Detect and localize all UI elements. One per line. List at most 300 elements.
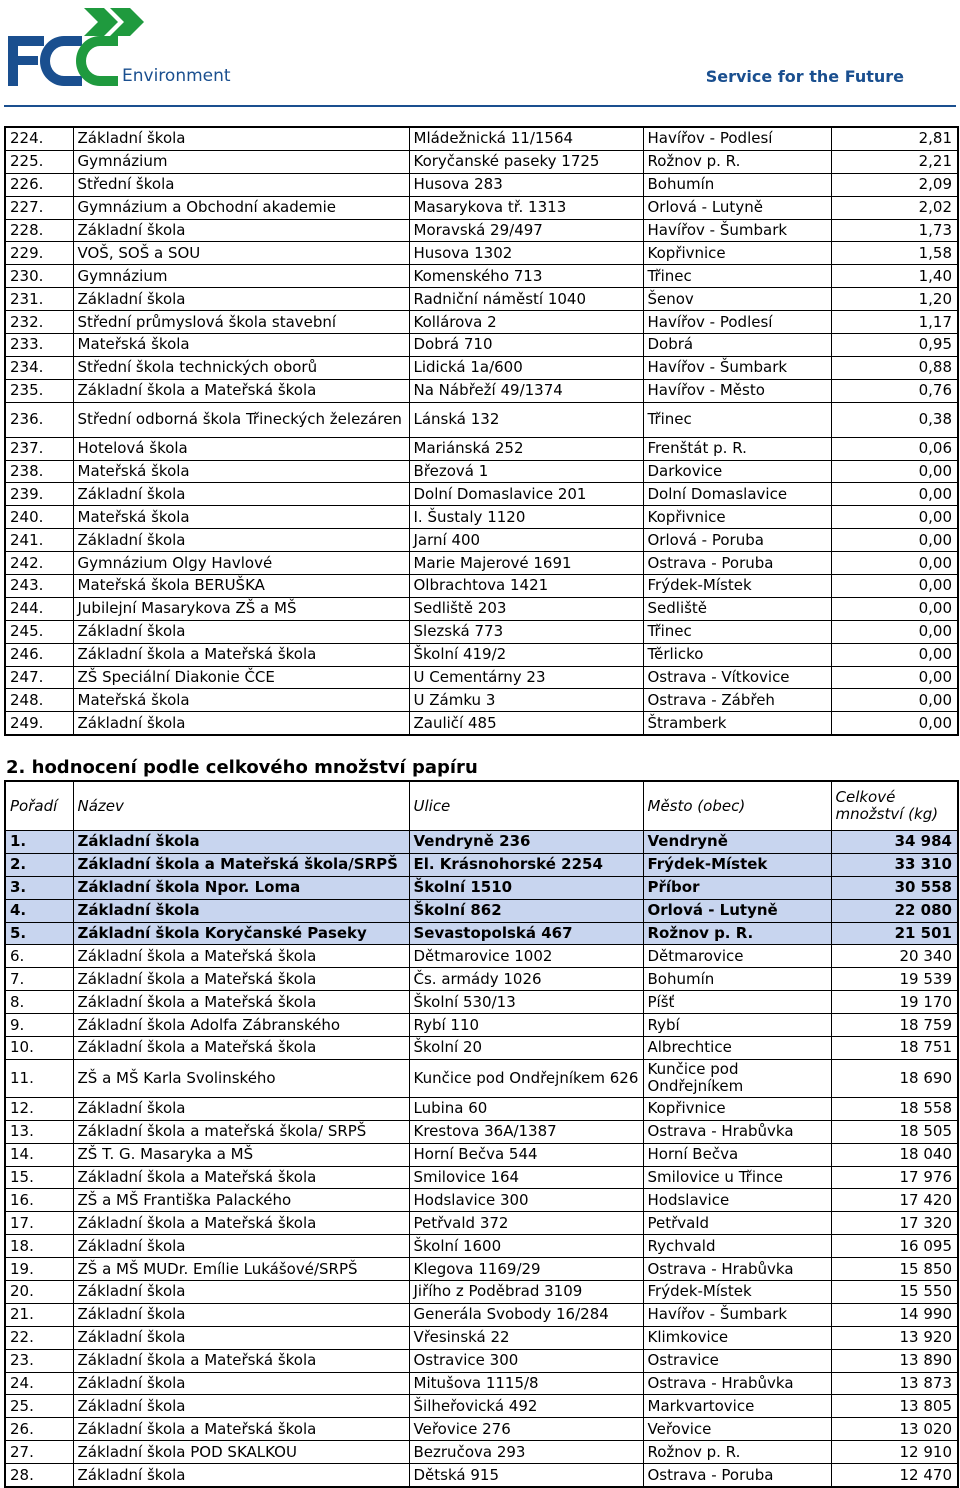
rank-cell: 244. — [5, 597, 73, 620]
table-row — [5, 831, 958, 854]
city-cell: Třinec — [643, 265, 831, 288]
street-cell: Dětská 915 — [409, 1464, 643, 1487]
street-cell: Marie Majerové 1691 — [409, 552, 643, 575]
name-cell: Základní škola — [73, 219, 409, 242]
name-cell: Základní škola a mateřská škola/ SRPŠ — [73, 1120, 409, 1143]
table-row — [5, 311, 958, 334]
city-cell: Ostrava - Hrabůvka — [643, 1258, 831, 1281]
city-cell: Albrechtice — [643, 1037, 831, 1060]
name-cell: Základní škola a Mateřská škola — [73, 1212, 409, 1235]
rank-cell: 4. — [5, 899, 73, 922]
header-city: Město (obec) — [643, 781, 831, 831]
city-cell: Frýdek-Místek — [643, 575, 831, 598]
street-cell: Hodslavice 300 — [409, 1189, 643, 1212]
city-cell: Kopřivnice — [643, 242, 831, 265]
amount-cell: 1,17 — [831, 311, 958, 334]
table-row — [5, 1326, 958, 1349]
table-row — [5, 689, 958, 712]
name-cell: Základní škola a Mateřská škola/SRPŠ — [73, 853, 409, 876]
rank-cell: 17. — [5, 1212, 73, 1235]
amount-cell: 0,00 — [831, 666, 958, 689]
rank-cell: 240. — [5, 506, 73, 529]
table-row — [5, 150, 958, 173]
table-row — [5, 1441, 958, 1464]
ranking-table-continued — [4, 126, 959, 736]
rank-cell: 243. — [5, 575, 73, 598]
name-cell: Základní škola — [73, 620, 409, 643]
table-row — [5, 173, 958, 196]
table-row — [5, 402, 958, 437]
street-cell: Vřesinská 22 — [409, 1326, 643, 1349]
table-row — [5, 1372, 958, 1395]
street-cell: U Cementárny 23 — [409, 666, 643, 689]
rank-cell: 19. — [5, 1258, 73, 1281]
city-cell: Kopřivnice — [643, 1097, 831, 1120]
table-row — [5, 379, 958, 402]
name-cell: Gymnázium — [73, 265, 409, 288]
city-cell: Příbor — [643, 876, 831, 899]
street-cell: Šilheřovická 492 — [409, 1395, 643, 1418]
street-cell: Školní 1510 — [409, 876, 643, 899]
city-cell: Kopřivnice — [643, 506, 831, 529]
amount-cell: 16 095 — [831, 1235, 958, 1258]
name-cell: Mateřská škola BERUŠKA — [73, 575, 409, 598]
amount-cell: 2,81 — [831, 127, 958, 150]
city-cell: Veřovice — [643, 1418, 831, 1441]
rank-cell: 238. — [5, 460, 73, 483]
table-row — [5, 922, 958, 945]
rank-cell: 249. — [5, 712, 73, 735]
table-row — [5, 1037, 958, 1060]
rank-cell: 16. — [5, 1189, 73, 1212]
street-cell: Mariánská 252 — [409, 437, 643, 460]
amount-cell: 0,76 — [831, 379, 958, 402]
table-row — [5, 1235, 958, 1258]
name-cell: Jubilejní Masarykova ZŠ a MŠ — [73, 597, 409, 620]
name-cell: Mateřská škola — [73, 506, 409, 529]
table-row — [5, 1395, 958, 1418]
street-cell: Husova 283 — [409, 173, 643, 196]
street-cell: Ostravice 300 — [409, 1349, 643, 1372]
city-cell: Ostrava - Vítkovice — [643, 666, 831, 689]
city-cell: Dolní Domaslavice — [643, 483, 831, 506]
table-row — [5, 1281, 958, 1304]
table-row — [5, 219, 958, 242]
amount-cell: 19 539 — [831, 968, 958, 991]
street-cell: Mládežnická 11/1564 — [409, 127, 643, 150]
name-cell: Střední škola — [73, 173, 409, 196]
rank-cell: 225. — [5, 150, 73, 173]
city-cell: Orlová - Poruba — [643, 529, 831, 552]
street-cell: Generála Svobody 16/284 — [409, 1303, 643, 1326]
city-cell: Sedliště — [643, 597, 831, 620]
table-row — [5, 460, 958, 483]
amount-cell: 0,95 — [831, 334, 958, 357]
table-row — [5, 899, 958, 922]
street-cell: Školní 530/13 — [409, 991, 643, 1014]
amount-cell: 15 550 — [831, 1281, 958, 1304]
name-cell: Základní škola a Mateřská škola — [73, 1166, 409, 1189]
city-cell: Bohumín — [643, 173, 831, 196]
amount-cell: 0,00 — [831, 643, 958, 666]
name-cell: Základní škola POD SKALKOU — [73, 1441, 409, 1464]
table-row — [5, 1097, 958, 1120]
table-row — [5, 575, 958, 598]
amount-cell: 19 170 — [831, 991, 958, 1014]
logo-subtitle: Environment — [122, 66, 231, 86]
amount-cell: 13 805 — [831, 1395, 958, 1418]
name-cell: Základní škola Koryčanské Paseky — [73, 922, 409, 945]
city-cell: Ostrava - Zábřeh — [643, 689, 831, 712]
name-cell: Střední odborná škola Třineckých železáren — [73, 402, 409, 437]
city-cell: Darkovice — [643, 460, 831, 483]
rank-cell: 246. — [5, 643, 73, 666]
city-cell: Těrlicko — [643, 643, 831, 666]
table-row — [5, 127, 958, 150]
city-cell: Frýdek-Místek — [643, 1281, 831, 1304]
amount-cell: 13 890 — [831, 1349, 958, 1372]
rank-cell: 226. — [5, 173, 73, 196]
rank-cell: 239. — [5, 483, 73, 506]
city-cell: Hodslavice — [643, 1189, 831, 1212]
street-cell: Sevastopolská 467 — [409, 922, 643, 945]
amount-cell: 12 470 — [831, 1464, 958, 1487]
amount-cell: 33 310 — [831, 853, 958, 876]
rank-cell: 10. — [5, 1037, 73, 1060]
name-cell: Základní škola — [73, 1372, 409, 1395]
table-row — [5, 597, 958, 620]
street-cell: Lubina 60 — [409, 1097, 643, 1120]
city-cell: Smilovice u Třince — [643, 1166, 831, 1189]
rank-cell: 233. — [5, 334, 73, 357]
name-cell: ZŠ T. G. Masaryka a MŠ — [73, 1143, 409, 1166]
street-cell: Školní 1600 — [409, 1235, 643, 1258]
street-cell: Lidická 1a/600 — [409, 356, 643, 379]
rank-cell: 242. — [5, 552, 73, 575]
table-row — [5, 876, 958, 899]
table-row — [5, 1166, 958, 1189]
rank-cell: 3. — [5, 876, 73, 899]
amount-cell: 13 020 — [831, 1418, 958, 1441]
amount-cell: 2,02 — [831, 196, 958, 219]
city-cell: Rožnov p. R. — [643, 150, 831, 173]
amount-cell: 0,00 — [831, 552, 958, 575]
street-cell: Slezská 773 — [409, 620, 643, 643]
table-row — [5, 506, 958, 529]
city-cell: Dobrá — [643, 334, 831, 357]
table-row — [5, 1464, 958, 1487]
table-row — [5, 712, 958, 735]
street-cell: Klegova 1169/29 — [409, 1258, 643, 1281]
rank-cell: 232. — [5, 311, 73, 334]
city-cell: Třinec — [643, 620, 831, 643]
street-cell: Jarní 400 — [409, 529, 643, 552]
street-cell: Olbrachtova 1421 — [409, 575, 643, 598]
city-cell: Frenštát p. R. — [643, 437, 831, 460]
name-cell: Střední škola technických oborů — [73, 356, 409, 379]
street-cell: Dětmarovice 1002 — [409, 945, 643, 968]
street-cell: Čs. armády 1026 — [409, 968, 643, 991]
street-cell: Školní 862 — [409, 899, 643, 922]
header-rank: Pořadí — [5, 781, 73, 831]
rank-cell: 9. — [5, 1014, 73, 1037]
table-row — [5, 1059, 958, 1097]
rank-cell: 235. — [5, 379, 73, 402]
rank-cell: 26. — [5, 1418, 73, 1441]
name-cell: Gymnázium — [73, 150, 409, 173]
table-row — [5, 1258, 958, 1281]
paper-amount-ranking-table — [4, 780, 959, 1488]
city-cell: Horní Bečva — [643, 1143, 831, 1166]
street-cell: Veřovice 276 — [409, 1418, 643, 1441]
name-cell: ZŠ a MŠ Karla Svolinského — [73, 1059, 409, 1097]
name-cell: Základní škola a Mateřská škola — [73, 1349, 409, 1372]
city-cell: Klimkovice — [643, 1326, 831, 1349]
amount-cell: 1,58 — [831, 242, 958, 265]
city-cell: Orlová - Lutyně — [643, 899, 831, 922]
amount-cell: 13 873 — [831, 1372, 958, 1395]
name-cell: Mateřská škola — [73, 689, 409, 712]
rank-cell: 27. — [5, 1441, 73, 1464]
table-row — [5, 666, 958, 689]
table-row — [5, 1143, 958, 1166]
amount-cell: 17 976 — [831, 1166, 958, 1189]
city-cell: Havířov - Podlesí — [643, 127, 831, 150]
rank-cell: 20. — [5, 1281, 73, 1304]
rank-cell: 241. — [5, 529, 73, 552]
street-cell: Masarykova tř. 1313 — [409, 196, 643, 219]
header-total-amount: Celkové množství (kg) — [831, 781, 958, 831]
name-cell: Základní škola — [73, 899, 409, 922]
header-divider — [4, 105, 956, 107]
city-cell: Štramberk — [643, 712, 831, 735]
amount-cell: 0,00 — [831, 506, 958, 529]
street-cell: Školní 20 — [409, 1037, 643, 1060]
city-cell: Orlová - Lutyně — [643, 196, 831, 219]
street-cell: Smilovice 164 — [409, 1166, 643, 1189]
table-row — [5, 1212, 958, 1235]
street-cell: Vendryně 236 — [409, 831, 643, 854]
section-title: 2. hodnocení podle celkového množství papíru — [6, 757, 478, 778]
city-cell: Rožnov p. R. — [643, 1441, 831, 1464]
amount-cell: 14 990 — [831, 1303, 958, 1326]
street-cell: Lánská 132 — [409, 402, 643, 437]
name-cell: Základní škola a Mateřská škola — [73, 1037, 409, 1060]
street-cell: Kunčice pod Ondřejníkem 626 — [409, 1059, 643, 1097]
city-cell: Frýdek-Místek — [643, 853, 831, 876]
amount-cell: 1,40 — [831, 265, 958, 288]
rank-cell: 236. — [5, 402, 73, 437]
amount-cell: 0,06 — [831, 437, 958, 460]
name-cell: Základní škola — [73, 1326, 409, 1349]
table-row — [5, 196, 958, 219]
city-cell: Havířov - Šumbark — [643, 1303, 831, 1326]
amount-cell: 0,00 — [831, 575, 958, 598]
amount-cell: 15 850 — [831, 1258, 958, 1281]
street-cell: Radniční náměstí 1040 — [409, 288, 643, 311]
table-row — [5, 620, 958, 643]
street-cell: Krestova 36A/1387 — [409, 1120, 643, 1143]
rank-cell: 15. — [5, 1166, 73, 1189]
table-row — [5, 1189, 958, 1212]
name-cell: ZŠ a MŠ Františka Palackého — [73, 1189, 409, 1212]
amount-cell: 12 910 — [831, 1441, 958, 1464]
name-cell: Základní škola — [73, 529, 409, 552]
amount-cell: 18 505 — [831, 1120, 958, 1143]
amount-cell: 18 759 — [831, 1014, 958, 1037]
rank-cell: 13. — [5, 1120, 73, 1143]
table-row — [5, 1418, 958, 1441]
table-row — [5, 643, 958, 666]
table-row — [5, 437, 958, 460]
rank-cell: 234. — [5, 356, 73, 379]
amount-cell: 0,00 — [831, 529, 958, 552]
table-row — [5, 356, 958, 379]
name-cell: Základní škola a Mateřská škola — [73, 643, 409, 666]
rank-cell: 21. — [5, 1303, 73, 1326]
amount-cell: 1,20 — [831, 288, 958, 311]
city-cell: Bohumín — [643, 968, 831, 991]
city-cell: Rožnov p. R. — [643, 922, 831, 945]
city-cell: Havířov - Podlesí — [643, 311, 831, 334]
amount-cell: 13 920 — [831, 1326, 958, 1349]
street-cell: Rybí 110 — [409, 1014, 643, 1037]
rank-cell: 5. — [5, 922, 73, 945]
name-cell: Základní škola Adolfa Zábranského — [73, 1014, 409, 1037]
street-cell: I. Šustaly 1120 — [409, 506, 643, 529]
name-cell: Základní škola — [73, 127, 409, 150]
page-header — [0, 0, 960, 110]
rank-cell: 6. — [5, 945, 73, 968]
table-row — [5, 1349, 958, 1372]
amount-cell: 0,00 — [831, 689, 958, 712]
amount-cell: 18 040 — [831, 1143, 958, 1166]
table-row — [5, 968, 958, 991]
city-cell: Ostrava - Hrabůvka — [643, 1120, 831, 1143]
street-cell: Bezručova 293 — [409, 1441, 643, 1464]
amount-cell: 2,21 — [831, 150, 958, 173]
amount-cell: 0,00 — [831, 483, 958, 506]
name-cell: Základní škola a Mateřská škola — [73, 991, 409, 1014]
street-cell: Komenského 713 — [409, 265, 643, 288]
rank-cell: 231. — [5, 288, 73, 311]
street-cell: Sedliště 203 — [409, 597, 643, 620]
name-cell: Základní škola Npor. Loma — [73, 876, 409, 899]
table-row — [5, 242, 958, 265]
rank-cell: 2. — [5, 853, 73, 876]
rank-cell: 14. — [5, 1143, 73, 1166]
table-row — [5, 334, 958, 357]
rank-cell: 23. — [5, 1349, 73, 1372]
city-cell: Ostrava - Poruba — [643, 1464, 831, 1487]
table-row — [5, 265, 958, 288]
name-cell: ZŠ Speciální Diakonie ČCE — [73, 666, 409, 689]
city-cell: Havířov - Šumbark — [643, 219, 831, 242]
city-cell: Rybí — [643, 1014, 831, 1037]
rank-cell: 247. — [5, 666, 73, 689]
table-row — [5, 483, 958, 506]
name-cell: VOŠ, SOŠ a SOU — [73, 242, 409, 265]
rank-cell: 22. — [5, 1326, 73, 1349]
amount-cell: 17 420 — [831, 1189, 958, 1212]
rank-cell: 229. — [5, 242, 73, 265]
street-cell: Březová 1 — [409, 460, 643, 483]
name-cell: Základní škola — [73, 483, 409, 506]
city-cell: Ostrava - Hrabůvka — [643, 1372, 831, 1395]
rank-cell: 11. — [5, 1059, 73, 1097]
street-cell: Zauličí 485 — [409, 712, 643, 735]
name-cell: Základní škola — [73, 712, 409, 735]
rank-cell: 7. — [5, 968, 73, 991]
name-cell: Základní škola — [73, 1281, 409, 1304]
amount-cell: 17 320 — [831, 1212, 958, 1235]
city-cell: Rychvald — [643, 1235, 831, 1258]
table-header-row — [5, 781, 958, 831]
name-cell: Základní škola — [73, 288, 409, 311]
city-cell: Píšť — [643, 991, 831, 1014]
rank-cell: 18. — [5, 1235, 73, 1258]
street-cell: Jiřího z Poděbrad 3109 — [409, 1281, 643, 1304]
city-cell: Petřvald — [643, 1212, 831, 1235]
rank-cell: 248. — [5, 689, 73, 712]
tagline: Service for the Future — [705, 67, 904, 86]
name-cell: Základní škola — [73, 1097, 409, 1120]
street-cell: Mitušova 1115/8 — [409, 1372, 643, 1395]
street-cell: Kollárova 2 — [409, 311, 643, 334]
table-row — [5, 1014, 958, 1037]
street-cell: Horní Bečva 544 — [409, 1143, 643, 1166]
amount-cell: 21 501 — [831, 922, 958, 945]
rank-cell: 228. — [5, 219, 73, 242]
street-cell: Dolní Domaslavice 201 — [409, 483, 643, 506]
street-cell: U Zámku 3 — [409, 689, 643, 712]
amount-cell: 0,00 — [831, 712, 958, 735]
amount-cell: 18 558 — [831, 1097, 958, 1120]
amount-cell: 0,00 — [831, 460, 958, 483]
rank-cell: 8. — [5, 991, 73, 1014]
table-row — [5, 552, 958, 575]
street-cell: Petřvald 372 — [409, 1212, 643, 1235]
name-cell: Hotelová škola — [73, 437, 409, 460]
table-row — [5, 529, 958, 552]
name-cell: Základní škola — [73, 1235, 409, 1258]
city-cell: Šenov — [643, 288, 831, 311]
city-cell: Ostravice — [643, 1349, 831, 1372]
amount-cell: 0,00 — [831, 620, 958, 643]
rank-cell: 224. — [5, 127, 73, 150]
amount-cell: 20 340 — [831, 945, 958, 968]
rank-cell: 237. — [5, 437, 73, 460]
amount-cell: 30 558 — [831, 876, 958, 899]
street-cell: Na Nábřeží 49/1374 — [409, 379, 643, 402]
table-row — [5, 1303, 958, 1326]
amount-cell: 1,73 — [831, 219, 958, 242]
table-row — [5, 991, 958, 1014]
city-cell: Třinec — [643, 402, 831, 437]
amount-cell: 18 690 — [831, 1059, 958, 1097]
city-cell: Vendryně — [643, 831, 831, 854]
amount-cell: 22 080 — [831, 899, 958, 922]
street-cell: El. Krásnohorské 2254 — [409, 853, 643, 876]
name-cell: Základní škola a Mateřská škola — [73, 945, 409, 968]
name-cell: Základní škola a Mateřská škola — [73, 968, 409, 991]
city-cell: Ostrava - Poruba — [643, 552, 831, 575]
header-street: Ulice — [409, 781, 643, 831]
name-cell: Gymnázium Olgy Havlové — [73, 552, 409, 575]
city-cell: Markvartovice — [643, 1395, 831, 1418]
rank-cell: 1. — [5, 831, 73, 854]
table-row — [5, 1120, 958, 1143]
